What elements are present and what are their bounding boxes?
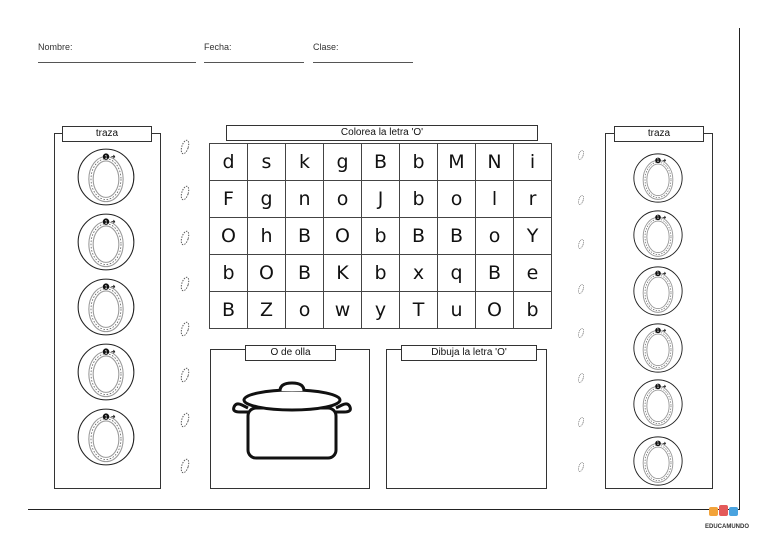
grid-cell[interactable]: Y xyxy=(514,218,552,255)
grid-cell[interactable]: o xyxy=(476,218,514,255)
grid-cell[interactable]: O xyxy=(476,292,514,329)
dotted-o-icon[interactable] xyxy=(577,460,585,472)
dotted-o-icon[interactable] xyxy=(577,237,585,249)
grid-cell[interactable]: s xyxy=(248,144,286,181)
dotted-o-icon[interactable] xyxy=(577,415,585,427)
grid-cell[interactable]: F xyxy=(210,181,248,218)
letter-grid xyxy=(209,143,552,329)
dotted-o-icon[interactable] xyxy=(180,229,190,247)
grid-cell[interactable]: k xyxy=(286,144,324,181)
dotted-o-icon[interactable] xyxy=(180,320,190,338)
grid-cell[interactable]: q xyxy=(438,255,476,292)
trace-o-icon[interactable] xyxy=(76,342,132,398)
draw-box[interactable] xyxy=(386,349,547,489)
trace-o-icon[interactable] xyxy=(76,147,132,203)
left-trace-title: traza xyxy=(62,126,152,142)
grid-cell[interactable]: B xyxy=(286,218,324,255)
svg-text:1: 1 xyxy=(656,214,660,220)
svg-text:1: 1 xyxy=(104,220,108,226)
class-line[interactable] xyxy=(313,62,413,63)
svg-text:1: 1 xyxy=(656,158,660,164)
grid-cell[interactable]: y xyxy=(362,292,400,329)
svg-text:1: 1 xyxy=(656,440,660,446)
trace-o-icon[interactable] xyxy=(632,152,688,208)
svg-text:1: 1 xyxy=(104,350,108,356)
class-field xyxy=(313,42,339,52)
grid-cell[interactable]: o xyxy=(324,181,362,218)
dotted-o-icon[interactable] xyxy=(180,411,190,429)
grid-cell[interactable]: O xyxy=(324,218,362,255)
grid-cell[interactable]: d xyxy=(210,144,248,181)
grid-cell[interactable]: u xyxy=(438,292,476,329)
grid-cell[interactable]: J xyxy=(362,181,400,218)
svg-text:1: 1 xyxy=(104,415,108,421)
grid-row xyxy=(210,292,552,329)
grid-cell[interactable]: h xyxy=(248,218,286,255)
grid-cell[interactable]: e xyxy=(514,255,552,292)
name-line[interactable] xyxy=(38,62,196,63)
grid-cell[interactable]: O xyxy=(210,218,248,255)
grid-cell[interactable]: i xyxy=(514,144,552,181)
picture-title: O de olla xyxy=(245,345,336,361)
grid-cell[interactable]: g xyxy=(324,144,362,181)
grid-cell[interactable]: o xyxy=(286,292,324,329)
grid-row xyxy=(210,255,552,292)
grid-cell[interactable]: M xyxy=(438,144,476,181)
dotted-o-icon[interactable] xyxy=(180,138,190,156)
grid-cell[interactable]: B xyxy=(286,255,324,292)
grid-cell[interactable]: b xyxy=(210,255,248,292)
name-field xyxy=(38,42,73,52)
grid-cell[interactable]: B xyxy=(438,218,476,255)
grid-cell[interactable]: g xyxy=(248,181,286,218)
dotted-o-icon[interactable] xyxy=(577,148,585,160)
grid-cell[interactable]: b xyxy=(362,218,400,255)
grid-cell[interactable]: b xyxy=(400,181,438,218)
pot-image xyxy=(230,380,356,466)
grid-cell[interactable]: K xyxy=(324,255,362,292)
grid-row xyxy=(210,218,552,255)
grid-cell[interactable]: n xyxy=(286,181,324,218)
dotted-o-icon[interactable] xyxy=(577,326,585,338)
dotted-o-icon[interactable] xyxy=(180,184,190,202)
svg-text:1: 1 xyxy=(656,327,660,333)
grid-row xyxy=(210,181,552,218)
date-label: Fecha: xyxy=(204,42,232,52)
grid-cell[interactable]: B xyxy=(400,218,438,255)
trace-o-icon[interactable] xyxy=(76,212,132,268)
grid-cell[interactable]: b xyxy=(514,292,552,329)
grid-cell[interactable]: b xyxy=(400,144,438,181)
grid-row xyxy=(210,144,552,181)
svg-text:1: 1 xyxy=(656,271,660,277)
grid-cell[interactable]: B xyxy=(210,292,248,329)
trace-o-icon[interactable] xyxy=(76,277,132,333)
trace-o-icon[interactable] xyxy=(632,265,688,321)
date-line[interactable] xyxy=(204,62,304,63)
brand-name: EDUCAMUNDO xyxy=(705,524,749,530)
grid-cell[interactable]: N xyxy=(476,144,514,181)
svg-text:1: 1 xyxy=(104,155,108,161)
dotted-o-icon[interactable] xyxy=(180,457,190,475)
grid-cell[interactable]: w xyxy=(324,292,362,329)
grid-cell[interactable]: r xyxy=(514,181,552,218)
grid-cell[interactable]: B xyxy=(476,255,514,292)
name-label: Nombre: xyxy=(38,42,73,52)
dotted-o-icon[interactable] xyxy=(180,366,190,384)
trace-o-icon[interactable] xyxy=(76,407,132,463)
trace-o-icon[interactable] xyxy=(632,378,688,434)
dotted-o-icon[interactable] xyxy=(180,275,190,293)
grid-cell[interactable]: x xyxy=(400,255,438,292)
trace-o-icon[interactable] xyxy=(632,209,688,265)
svg-text:1: 1 xyxy=(104,285,108,291)
grid-cell[interactable]: B xyxy=(362,144,400,181)
trace-o-icon[interactable] xyxy=(632,435,688,491)
trace-o-icon[interactable] xyxy=(632,322,688,378)
grid-title: Colorea la letra 'O' xyxy=(226,125,538,141)
date-field xyxy=(204,42,232,52)
svg-text:1: 1 xyxy=(656,384,660,390)
grid-cell[interactable]: l xyxy=(476,181,514,218)
dotted-o-icon[interactable] xyxy=(577,282,585,294)
right-trace-title: traza xyxy=(614,126,704,142)
grid-cell[interactable]: Z xyxy=(248,292,286,329)
dotted-o-icon[interactable] xyxy=(577,371,585,383)
class-label: Clase: xyxy=(313,42,339,52)
draw-title: Dibuja la letra 'O' xyxy=(401,345,537,361)
grid-cell[interactable]: O xyxy=(248,255,286,292)
dotted-o-icon[interactable] xyxy=(577,193,585,205)
grid-cell[interactable]: o xyxy=(438,181,476,218)
grid-cell[interactable]: b xyxy=(362,255,400,292)
grid-cell[interactable]: T xyxy=(400,292,438,329)
